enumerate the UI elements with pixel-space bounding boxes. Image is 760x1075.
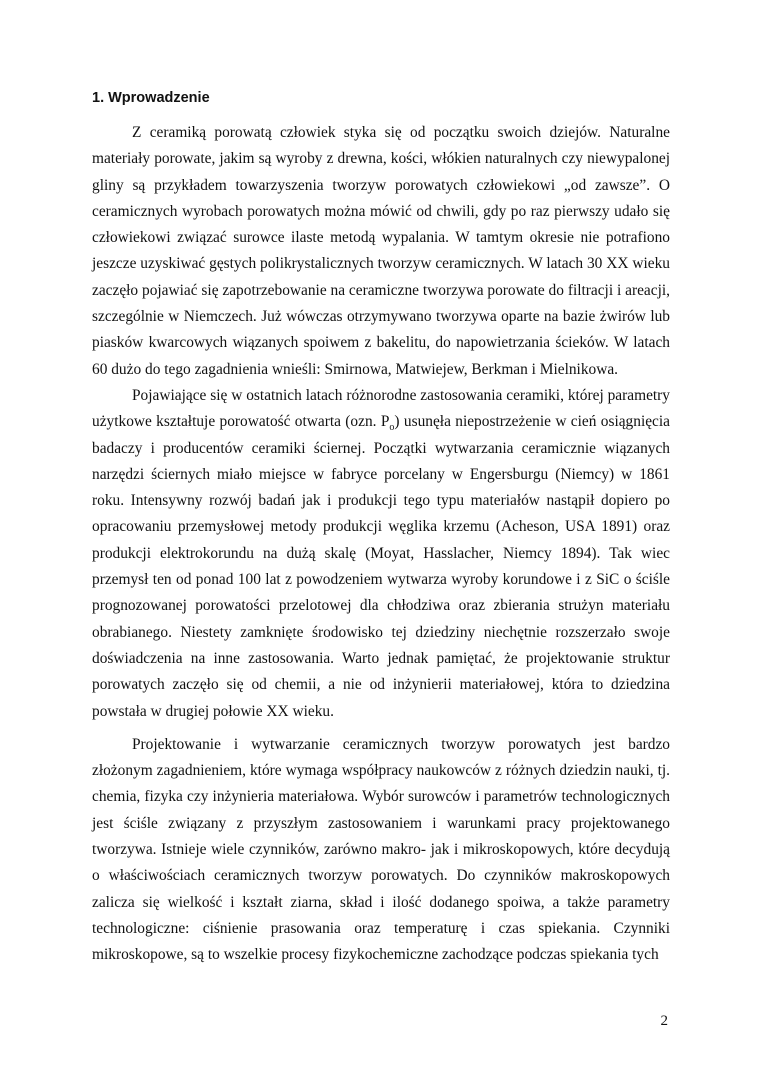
- porosity-subscript: o: [389, 422, 395, 434]
- section-heading: 1. Wprowadzenie: [92, 90, 210, 106]
- paragraph-abrasives-part2: ) usunęła niepostrzeżenie w cień osiągnięcia badaczy i producentów ceramiki ściernej. Początki wytwarzania ceramicznie wiązanych narzędzi ściernych miało miejsce w fabryce porcelany w Engersburgu (Niemcy) w 1861 roku. Intensywny rozwój badań jak i produkcji tego typu materiałów nastąpił dopiero po opracowaniu przemysłowej metody produkcji węglika krzemu (Acheson, USA 1891) oraz produkcji elektrokorundu na dużą skalę (Moyat, Hasslacher, Niemcy 1894). Tak wiec przemysł ten od ponad 100 lat z powodzeniem wytwarza wyroby korundowe i z SiC o ściśle prognozowanej porowatości przelotowej dla chłodziwa oraz zbierania strużyn materiału obrabianego. Niestety zamknięte środowisko tej dziedziny niechętnie rozszerzało swoje doświadczenia na inne zastosowania. Warto jednak pamiętać, że projektowanie struktur porowatych zaczęło się od chemii, a nie od inżynierii materiałowej, która to dziedzina powstała w drugiej połowie XX wieku.: [92, 413, 670, 720]
- paragraph-design: Projektowanie i wytwarzanie ceramicznych tworzyw porowatych jest bardzo złożonym zagadnieniem, które wymaga współpracy naukowców z różnych dziedzin nauki, tj. chemia, fizyka czy inżynieria materiałowa. Wybór surowców i parametrów technologicznych jest ściśle związany z przyszłym zastosowaniem i warunkami pracy projektowanego tworzywa. Istnieje wiele czynników, zarówno makro- jak i mikroskopowych, które decydują o właściwościach ceramicznych tworzyw porowatych. Do czynników makroskopowych zalicza się wielkość i kształt ziarna, skład i ilość dodanego spoiwa, a także parametry technologiczne: ciśnienie prasowania oraz temperaturę i czas spiekania. Czynniki mikroskopowe, są to wszelkie procesy fizykochemiczne zachodzące podczas spiekania tych: [92, 735, 670, 964]
- page-number: 2: [660, 1013, 668, 1029]
- paragraph-abrasives: [92, 383, 670, 725]
- paragraph-abrasives-part1: Pojawiające się w ostatnich latach różnorodne zastosowania ceramiki, której parametry użytkowe kształtuje porowatość otwarta (ozn. P: [92, 386, 670, 431]
- paragraph-intro: Z ceramiką porowatą człowiek styka się od początku swoich dziejów. Naturalne materiały porowate, jakim są wyroby z drewna, kości, włókien naturalnych czy niewypalonej gliny są przykładem towarzyszenia tworzyw porowatych człowiekowi „od zawsze”. O ceramicznych wyrobach porowatych można mówić od chwili, gdy po raz pierwszy udało się człowiekowi związać surowce ilaste metodą wypalania. W tamtym okresie nie potrafiono jeszcze uzyskiwać gęstych polikrystalicznych tworzyw ceramicznych. W latach 30 XX wieku zaczęło pojawiać się zapotrzebowanie na ceramiczne tworzywa porowate do filtracji i areacji, szczególnie w Niemczech. Już wówczas otrzymywano tworzywa oparte na bazie żwirów lub piasków kwarcowych wiązanych spoiwem z bakelitu, do napowietrzania ścieków. W latach 60 dużo do tego zagadnienia wnieśli: Smirnowa, Matwiejew, Berkman i Mielnikowa.: [92, 124, 670, 378]
- body-text: [92, 120, 670, 969]
